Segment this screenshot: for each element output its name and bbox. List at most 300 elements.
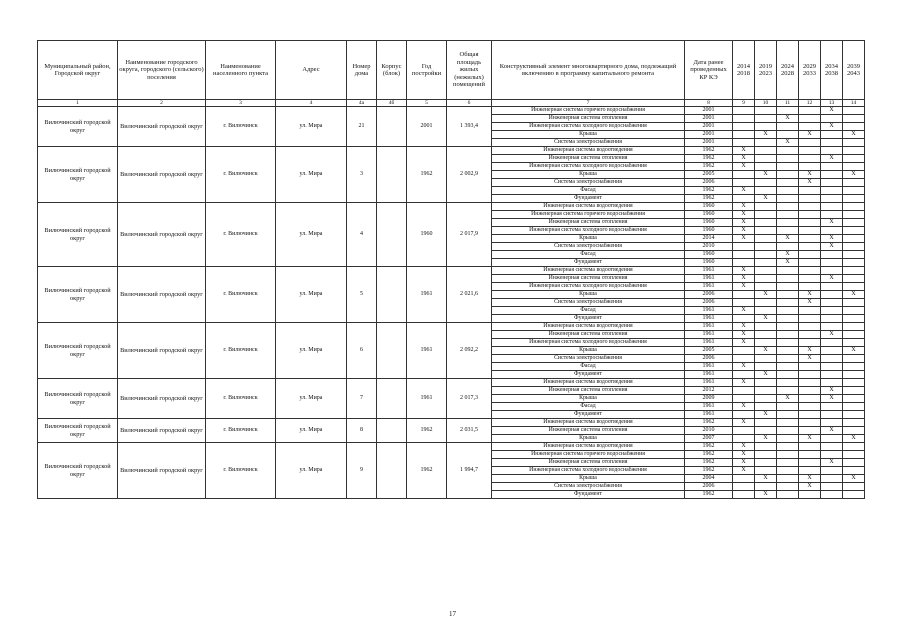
header-period-6: 2039 2043 xyxy=(843,41,865,100)
period-mark-cell: X xyxy=(799,131,821,139)
date-cell: 1961 xyxy=(685,331,733,339)
header-period-2: 2019 2023 xyxy=(755,41,777,100)
date-cell: 1960 xyxy=(685,259,733,267)
period-mark-cell xyxy=(821,187,843,195)
period-mark-cell: X xyxy=(733,283,755,291)
column-number: 6 xyxy=(447,100,492,107)
period-mark-cell xyxy=(733,371,755,379)
period-mark-cell xyxy=(843,467,865,475)
period-mark-cell xyxy=(733,179,755,187)
period-mark-cell xyxy=(843,339,865,347)
period-mark-cell xyxy=(821,299,843,307)
period-mark-cell xyxy=(799,363,821,371)
header-period-1: 2014 2018 xyxy=(733,41,755,100)
element-cell: Инженерная система холодного водоснабжения xyxy=(492,227,685,235)
element-cell: Инженерная система водоотведения xyxy=(492,323,685,331)
municipality-cell: Вилючинский городской округ xyxy=(38,443,118,499)
period-mark-cell xyxy=(821,163,843,171)
element-cell: Инженерная система холодного водоснабжения xyxy=(492,339,685,347)
date-cell: 1961 xyxy=(685,411,733,419)
period-mark-cell xyxy=(843,147,865,155)
building-cell xyxy=(377,267,407,323)
period-mark-cell xyxy=(821,211,843,219)
element-cell: Фундамент xyxy=(492,195,685,203)
period-mark-cell: X xyxy=(799,347,821,355)
period-mark-cell xyxy=(777,451,799,459)
date-cell: 1961 xyxy=(685,307,733,315)
period-mark-cell xyxy=(755,251,777,259)
period-mark-cell xyxy=(755,147,777,155)
period-mark-cell xyxy=(843,283,865,291)
house-number-cell: 21 xyxy=(347,107,377,147)
date-cell: 1961 xyxy=(685,371,733,379)
period-mark-cell xyxy=(843,451,865,459)
period-mark-cell xyxy=(821,259,843,267)
area-cell: 2 092,2 xyxy=(447,323,492,379)
period-mark-cell xyxy=(799,371,821,379)
period-mark-cell xyxy=(799,211,821,219)
municipality-cell: Вилючинский городской округ xyxy=(38,419,118,443)
period-mark-cell xyxy=(733,347,755,355)
date-cell: 1961 xyxy=(685,283,733,291)
period-mark-cell xyxy=(843,179,865,187)
municipality-cell: Вилючинский городской округ xyxy=(38,203,118,267)
period-mark-cell xyxy=(755,283,777,291)
column-number: 4б xyxy=(377,100,407,107)
date-cell: 1962 xyxy=(685,147,733,155)
period-mark-cell xyxy=(755,379,777,387)
period-mark-cell xyxy=(821,451,843,459)
date-cell: 1962 xyxy=(685,459,733,467)
period-mark-cell xyxy=(799,155,821,163)
date-cell: 2010 xyxy=(685,427,733,435)
period-mark-cell xyxy=(843,331,865,339)
building-cell xyxy=(377,203,407,267)
period-mark-cell xyxy=(821,115,843,123)
period-mark-cell xyxy=(843,355,865,363)
column-number: 4а xyxy=(347,100,377,107)
date-cell: 2006 xyxy=(685,355,733,363)
locality-cell: г. Вилючинск xyxy=(206,107,276,147)
period-mark-cell: X xyxy=(733,379,755,387)
element-cell: Крыша xyxy=(492,235,685,243)
period-mark-cell xyxy=(755,179,777,187)
period-mark-cell: X xyxy=(821,107,843,115)
period-mark-cell: X xyxy=(821,219,843,227)
date-cell: 1960 xyxy=(685,251,733,259)
period-mark-cell xyxy=(843,323,865,331)
period-mark-cell xyxy=(843,227,865,235)
element-cell: Инженерная система водоотведения xyxy=(492,203,685,211)
element-cell: Инженерная система водоотведения xyxy=(492,419,685,427)
table-row xyxy=(38,443,865,451)
period-mark-cell: X xyxy=(733,419,755,427)
period-mark-cell xyxy=(799,315,821,323)
period-mark-cell: X xyxy=(843,435,865,443)
period-mark-cell: X xyxy=(733,443,755,451)
period-mark-cell xyxy=(777,371,799,379)
period-mark-cell xyxy=(755,139,777,147)
period-mark-cell xyxy=(733,299,755,307)
period-mark-cell: X xyxy=(755,371,777,379)
locality-cell: г. Вилючинск xyxy=(206,323,276,379)
period-mark-cell xyxy=(755,107,777,115)
element-cell: Фасад xyxy=(492,187,685,195)
period-mark-cell: X xyxy=(777,259,799,267)
period-mark-cell xyxy=(821,467,843,475)
period-mark-cell: X xyxy=(843,131,865,139)
street-cell: ул. Мира xyxy=(276,323,347,379)
element-cell: Инженерная система водоотведения xyxy=(492,147,685,155)
period-mark-cell xyxy=(777,291,799,299)
settlement-cell: Вилючинский городской округ xyxy=(118,419,206,443)
period-mark-cell: X xyxy=(755,491,777,499)
period-mark-cell: X xyxy=(733,203,755,211)
period-mark-cell xyxy=(821,347,843,355)
period-mark-cell xyxy=(777,147,799,155)
column-number: 5 xyxy=(407,100,447,107)
settlement-cell: Вилючинский городской округ xyxy=(118,443,206,499)
date-cell: 2006 xyxy=(685,291,733,299)
period-mark-cell xyxy=(777,211,799,219)
period-mark-cell xyxy=(755,267,777,275)
area-cell: 1 994,7 xyxy=(447,443,492,499)
period-mark-cell xyxy=(821,315,843,323)
date-cell: 1962 xyxy=(685,491,733,499)
house-number-cell: 9 xyxy=(347,443,377,499)
element-cell: Система электроснабжения xyxy=(492,243,685,251)
area-cell: 2 002,9 xyxy=(447,147,492,203)
element-cell: Крыша xyxy=(492,347,685,355)
period-mark-cell: X xyxy=(821,235,843,243)
column-number: 4 xyxy=(276,100,347,107)
column-number: 8 xyxy=(685,100,733,107)
date-cell: 1962 xyxy=(685,467,733,475)
locality-cell: г. Вилючинск xyxy=(206,379,276,419)
element-cell: Инженерная система отопления xyxy=(492,387,685,395)
period-mark-cell xyxy=(733,387,755,395)
date-cell: 1960 xyxy=(685,219,733,227)
period-mark-cell xyxy=(843,259,865,267)
element-cell: Инженерная система отопления xyxy=(492,115,685,123)
period-mark-cell xyxy=(799,235,821,243)
header-municipality: Муниципальный район, Городской округ xyxy=(38,41,118,100)
date-cell: 1962 xyxy=(685,163,733,171)
period-mark-cell: X xyxy=(799,435,821,443)
table-body xyxy=(38,107,865,499)
period-mark-cell xyxy=(777,131,799,139)
date-cell: 1961 xyxy=(685,339,733,347)
period-mark-cell: X xyxy=(777,251,799,259)
municipality-cell: Вилючинский городской округ xyxy=(38,323,118,379)
period-mark-cell: X xyxy=(755,291,777,299)
building-cell xyxy=(377,147,407,203)
period-mark-cell xyxy=(733,107,755,115)
area-cell: 2 017,9 xyxy=(447,203,492,267)
period-mark-cell xyxy=(777,163,799,171)
house-number-cell: 8 xyxy=(347,419,377,443)
period-mark-cell: X xyxy=(755,315,777,323)
period-mark-cell xyxy=(777,387,799,395)
period-mark-cell xyxy=(799,395,821,403)
period-mark-cell xyxy=(843,123,865,131)
period-mark-cell: X xyxy=(799,291,821,299)
column-number-row xyxy=(38,100,865,107)
period-mark-cell xyxy=(777,243,799,251)
period-mark-cell: X xyxy=(821,243,843,251)
period-mark-cell xyxy=(843,115,865,123)
period-mark-cell xyxy=(821,179,843,187)
period-mark-cell xyxy=(777,347,799,355)
period-mark-cell xyxy=(799,139,821,147)
period-mark-cell xyxy=(799,219,821,227)
element-cell: Инженерная система горячего водоснабжения xyxy=(492,107,685,115)
period-mark-cell xyxy=(843,363,865,371)
element-cell: Инженерная система отопления xyxy=(492,155,685,163)
table-row xyxy=(38,379,865,387)
period-mark-cell: X xyxy=(733,307,755,315)
period-mark-cell xyxy=(755,307,777,315)
locality-cell: г. Вилючинск xyxy=(206,443,276,499)
period-mark-cell xyxy=(777,123,799,131)
settlement-cell: Вилючинский городской округ xyxy=(118,379,206,419)
period-mark-cell xyxy=(843,411,865,419)
period-mark-cell xyxy=(843,491,865,499)
period-mark-cell xyxy=(733,355,755,363)
period-mark-cell xyxy=(777,443,799,451)
period-mark-cell xyxy=(777,419,799,427)
period-mark-cell xyxy=(843,315,865,323)
period-mark-cell xyxy=(733,427,755,435)
period-mark-cell xyxy=(799,403,821,411)
street-cell: ул. Мира xyxy=(276,267,347,323)
date-cell: 1962 xyxy=(685,419,733,427)
locality-cell: г. Вилючинск xyxy=(206,203,276,267)
period-mark-cell: X xyxy=(733,219,755,227)
street-cell: ул. Мира xyxy=(276,379,347,419)
period-mark-cell xyxy=(777,155,799,163)
column-number: 13 xyxy=(821,100,843,107)
street-cell: ул. Мира xyxy=(276,107,347,147)
element-cell: Инженерная система водоотведения xyxy=(492,379,685,387)
period-mark-cell: X xyxy=(733,235,755,243)
column-number: 2 xyxy=(118,100,206,107)
period-mark-cell xyxy=(733,243,755,251)
period-mark-cell: X xyxy=(733,339,755,347)
period-mark-cell xyxy=(733,315,755,323)
element-cell: Фундамент xyxy=(492,371,685,379)
period-mark-cell xyxy=(755,467,777,475)
date-cell: 2001 xyxy=(685,123,733,131)
period-mark-cell xyxy=(733,259,755,267)
period-mark-cell xyxy=(777,267,799,275)
element-cell: Инженерная система отопления xyxy=(492,219,685,227)
header-year-built: Год постройки xyxy=(407,41,447,100)
period-mark-cell: X xyxy=(733,267,755,275)
period-mark-cell xyxy=(777,403,799,411)
element-cell: Инженерная система холодного водоснабжения xyxy=(492,163,685,171)
period-mark-cell xyxy=(799,379,821,387)
area-cell: 2 017,3 xyxy=(447,379,492,419)
period-mark-cell xyxy=(799,251,821,259)
period-mark-cell xyxy=(821,411,843,419)
column-number: 1 xyxy=(38,100,118,107)
header-address: Адрес xyxy=(276,41,347,100)
period-mark-cell xyxy=(755,339,777,347)
period-mark-cell xyxy=(755,235,777,243)
period-mark-cell xyxy=(755,203,777,211)
period-mark-cell: X xyxy=(843,171,865,179)
period-mark-cell: X xyxy=(777,235,799,243)
period-mark-cell: X xyxy=(733,451,755,459)
period-mark-cell xyxy=(777,307,799,315)
period-mark-cell xyxy=(843,235,865,243)
element-cell: Инженерная система отопления xyxy=(492,331,685,339)
date-cell: 2001 xyxy=(685,115,733,123)
period-mark-cell xyxy=(799,459,821,467)
date-cell: 2005 xyxy=(685,171,733,179)
date-cell: 2006 xyxy=(685,179,733,187)
period-mark-cell xyxy=(777,275,799,283)
period-mark-cell xyxy=(777,379,799,387)
period-mark-cell xyxy=(733,115,755,123)
period-mark-cell: X xyxy=(755,131,777,139)
element-cell: Фундамент xyxy=(492,315,685,323)
element-cell: Фасад xyxy=(492,307,685,315)
element-cell: Система электроснабжения xyxy=(492,483,685,491)
period-mark-cell: X xyxy=(733,275,755,283)
period-mark-cell xyxy=(799,123,821,131)
period-mark-cell: X xyxy=(821,395,843,403)
period-mark-cell xyxy=(799,115,821,123)
period-mark-cell: X xyxy=(733,467,755,475)
street-cell: ул. Мира xyxy=(276,203,347,267)
table-row xyxy=(38,419,865,427)
header-date-earlier: Дата ранее проведенных КР КЭ xyxy=(685,41,733,100)
date-cell: 2014 xyxy=(685,235,733,243)
period-mark-cell: X xyxy=(755,475,777,483)
date-cell: 1961 xyxy=(685,379,733,387)
period-mark-cell: X xyxy=(821,275,843,283)
settlement-cell: Вилючинский городской округ xyxy=(118,107,206,147)
period-mark-cell xyxy=(843,395,865,403)
date-cell: 2001 xyxy=(685,139,733,147)
period-mark-cell xyxy=(799,147,821,155)
period-mark-cell xyxy=(777,331,799,339)
building-cell xyxy=(377,107,407,147)
period-mark-cell: X xyxy=(733,187,755,195)
period-mark-cell: X xyxy=(843,475,865,483)
period-mark-cell xyxy=(843,267,865,275)
period-mark-cell xyxy=(821,291,843,299)
period-mark-cell xyxy=(799,307,821,315)
period-mark-cell: X xyxy=(799,171,821,179)
column-number: 9 xyxy=(733,100,755,107)
element-cell: Крыша xyxy=(492,171,685,179)
page-number: 17 xyxy=(449,610,456,618)
period-mark-cell xyxy=(821,195,843,203)
settlement-cell: Вилючинский городской округ xyxy=(118,203,206,267)
period-mark-cell xyxy=(821,323,843,331)
element-cell: Система электроснабжения xyxy=(492,355,685,363)
period-mark-cell: X xyxy=(799,355,821,363)
element-cell: Система электроснабжения xyxy=(492,139,685,147)
period-mark-cell xyxy=(821,307,843,315)
period-mark-cell xyxy=(843,139,865,147)
period-mark-cell xyxy=(821,491,843,499)
date-cell: 1961 xyxy=(685,267,733,275)
period-mark-cell xyxy=(777,483,799,491)
period-mark-cell xyxy=(843,371,865,379)
settlement-cell: Вилючинский городской округ xyxy=(118,267,206,323)
period-mark-cell: X xyxy=(733,211,755,219)
period-mark-cell: X xyxy=(777,139,799,147)
table-row xyxy=(38,267,865,275)
period-mark-cell xyxy=(777,203,799,211)
header-locality: Наименование населенного пункта xyxy=(206,41,276,100)
house-number-cell: 3 xyxy=(347,147,377,203)
period-mark-cell: X xyxy=(733,163,755,171)
year-built-cell: 1962 xyxy=(407,419,447,443)
period-mark-cell: X xyxy=(799,179,821,187)
period-mark-cell xyxy=(821,171,843,179)
date-cell: 2006 xyxy=(685,299,733,307)
capital-repair-table xyxy=(37,40,865,499)
date-cell: 1961 xyxy=(685,315,733,323)
period-mark-cell xyxy=(799,491,821,499)
period-mark-cell: X xyxy=(733,459,755,467)
period-mark-cell xyxy=(843,219,865,227)
period-mark-cell xyxy=(799,227,821,235)
element-cell: Инженерная система водоотведения xyxy=(492,267,685,275)
period-mark-cell xyxy=(777,323,799,331)
period-mark-cell xyxy=(755,459,777,467)
municipality-cell: Вилючинский городской округ xyxy=(38,379,118,419)
period-mark-cell xyxy=(777,315,799,323)
period-mark-cell xyxy=(733,475,755,483)
period-mark-cell xyxy=(821,379,843,387)
period-mark-cell xyxy=(843,163,865,171)
municipality-cell: Вилючинский городской округ xyxy=(38,147,118,203)
building-cell xyxy=(377,419,407,443)
period-mark-cell xyxy=(843,419,865,427)
period-mark-cell xyxy=(755,123,777,131)
period-mark-cell xyxy=(777,339,799,347)
period-mark-cell: X xyxy=(821,387,843,395)
period-mark-cell xyxy=(777,195,799,203)
area-cell: 2 031,5 xyxy=(447,419,492,443)
building-cell xyxy=(377,443,407,499)
building-cell xyxy=(377,379,407,419)
date-cell: 1961 xyxy=(685,275,733,283)
period-mark-cell xyxy=(843,195,865,203)
period-mark-cell xyxy=(733,171,755,179)
period-mark-cell xyxy=(821,355,843,363)
element-cell: Система электроснабжения xyxy=(492,179,685,187)
house-number-cell: 4 xyxy=(347,203,377,267)
period-mark-cell: X xyxy=(799,299,821,307)
period-mark-cell xyxy=(733,491,755,499)
period-mark-cell xyxy=(777,187,799,195)
period-mark-cell xyxy=(843,443,865,451)
header-settlement: Наименование городского округа, городского (сельского) поселения xyxy=(118,41,206,100)
period-mark-cell xyxy=(755,155,777,163)
period-mark-cell xyxy=(799,283,821,291)
period-mark-cell xyxy=(733,483,755,491)
period-mark-cell: X xyxy=(821,459,843,467)
period-mark-cell xyxy=(843,203,865,211)
period-mark-cell xyxy=(843,459,865,467)
